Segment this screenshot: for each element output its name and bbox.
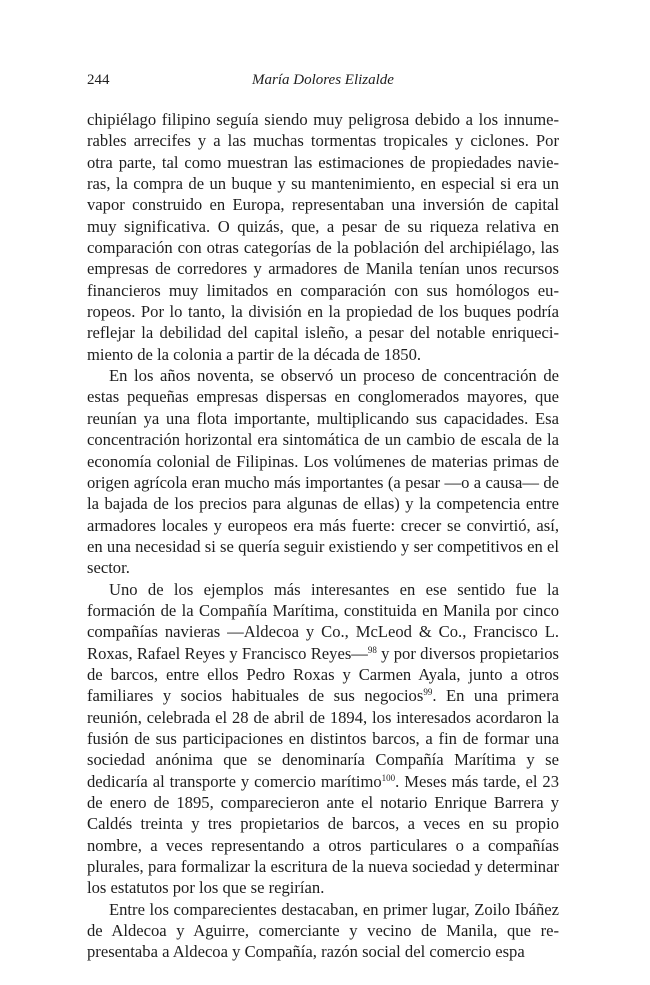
footnote-reference: 98 [367, 644, 377, 655]
page-number: 244 [87, 72, 110, 88]
text-run: Uno de los ejemplos más interesantes en ese sentido fue la formación de la Compañía Marítima, constituida en Manila por cinco compañías navieras —Aldecoa y Co., McLeod & Co., Francisco L. Roxas, Rafael Reyes y Francisco Reyes— [87, 579, 559, 663]
paragraph [87, 579, 559, 899]
paragraph [87, 899, 559, 963]
text-run: Entre los comparecientes destacaban, en primer lugar, Zoilo Ibáñez de Aldecoa y Aguirre, comerciante y vecino de Manila, que representaba a Aldecoa y Compañía, razón social del comercio espa [87, 899, 559, 962]
paragraph [87, 365, 559, 578]
page-header [87, 72, 559, 94]
text-run: En los años noventa, se observó un proceso de concentración de estas pequeñas empresas dispersas en conglomerados mayores, que reunían ya una flota importante, multiplicando sus capacidades. Esa concentración horizontal era sintomática de un cambio de escala de la economía colonial de Filipinas. Los volúmenes de materias primas de origen agrícola eran mucho más importantes (a pesar —o a causa— de la bajada de los precios para algunas de ellas) y la competencia entre armadores locales y europeos era más fuerte: crecer se convirtió, así, en una necesidad si se quería seguir existiendo y ser competitivos en el sector. [87, 366, 559, 578]
text-run: y por diversos propietarios de barcos, entre ellos Pedro Roxas y Carmen Ayala, junto a otros familiares y socios habituales de sus negocios [87, 643, 559, 706]
body-text [87, 109, 559, 963]
text-run: . Meses más tarde, el 23 de enero de 1895, comparecieron ante el notario Enrique Barrera y Caldés treinta y tres propietarios de barcos, a veces en su propio nombre, a veces representando a otros particulares o a compañías plurales, para formalizar la escritura de la nueva sociedad y determinar los estatutos por los que se regirían. [87, 771, 560, 898]
paragraph [87, 109, 559, 365]
text-run: . En una primera reunión, celebrada el 28 de abril de 1894, los interesados acordaron la fusión de sus participaciones en distintos barcos, a fin de formar una sociedad anónima que se denominaría Compañía Marítima y se dedicaría al transporte y comercio marítimo [87, 686, 559, 791]
text-run: chipiélago filipino seguía siendo muy peligrosa debido a los innumerables arrecifes y a las muchas tormentas tropicales y ciclones. Por otra parte, tal como muestran las estimaciones de propiedades navieras, la compra de un buque y su mantenimiento, en especial si era un vapor construido en Europa, representaban una inversión de capital muy significativa. O quizás, que, a pesar de su riqueza relativa en comparación con otras categorías de la población del archipiélago, las empresas de corredores y armadores de Manila tenían unos recursos financieros muy limitados en comparación con sus homólogos europeos. Por lo tanto, la división en la propiedad de los buques podría reflejar la debilidad del capital isleño, a pesar del notable enriquecimiento de la colonia a partir de la década de 1850. [87, 110, 559, 364]
footnote-reference: 100 [381, 772, 396, 783]
running-title: María Dolores Elizalde [252, 72, 394, 88]
footnote-reference: 99 [423, 687, 433, 698]
